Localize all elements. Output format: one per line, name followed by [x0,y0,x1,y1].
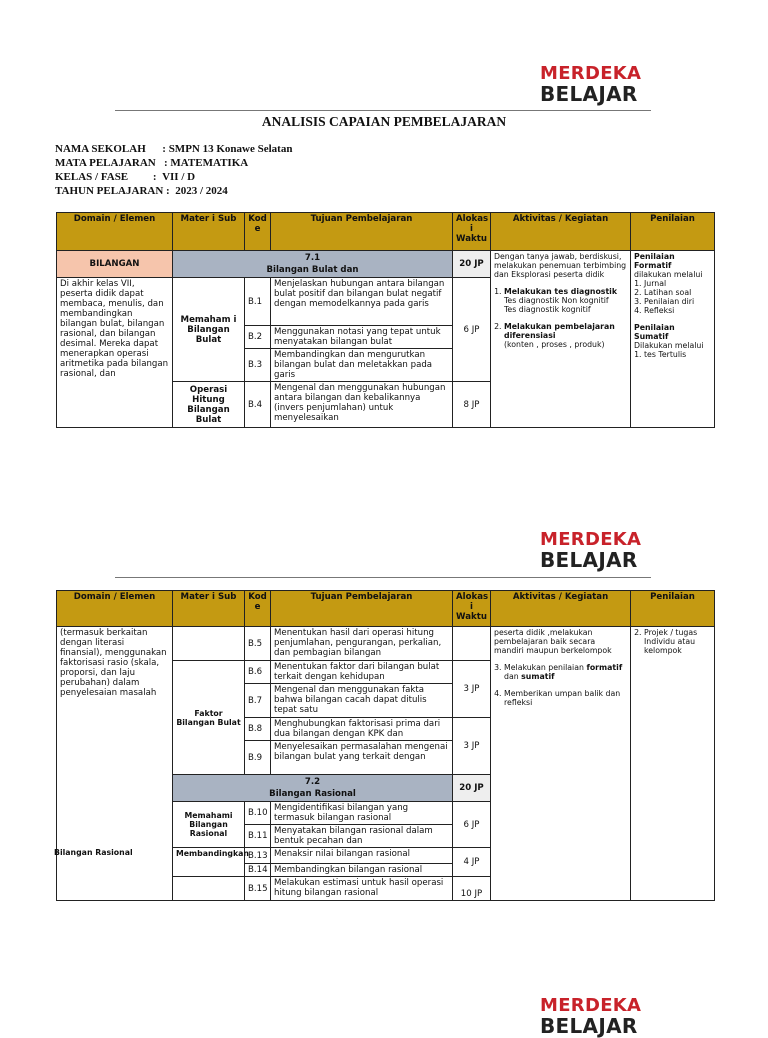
kode-b11: B.11 [245,825,271,848]
header-materi: Mater i Sub [173,213,245,251]
materi-operasi-hitung: Operasi Hitung Bilangan Bulat [173,382,245,428]
kode-b15: B.15 [245,877,271,901]
header-domain: Domain / Elemen [57,213,173,251]
tujuan-b8: Menghubungkan faktorisasi prima dari dua bilangan dengan KPK dan [271,718,453,741]
tujuan-b13: Menaksir nilai bilangan rasional [271,848,453,864]
tujuan-b3: Membandingkan dan mengurutkan bilangan bulat dan meletakkan pada garis [271,349,453,382]
tujuan-b9: Menyelesaikan permasalahan mengenai bilangan bulat yang terkait dengan [271,741,453,775]
materi-memahami-bilangan-bulat: Memaham i Bilangan Bulat [173,278,245,382]
tujuan-b14: Membandingkan bilangan rasional [271,864,453,877]
materi-memahami-bilangan-rasional: Memahami Bilangan Rasional [173,802,245,848]
tujuan-b11: Menyatakan bilangan rasional dalam bentuk pecahan dan [271,825,453,848]
logo-line2: BELAJAR [540,1014,638,1038]
domain-bottom-label: Bilangan Rasional [54,848,133,857]
tujuan-b7: Mengenal dan menggunakan fakta bahwa bilangan cacah dapat ditulis tepat satu [271,684,453,718]
domain-description: Di akhir kelas VII, peserta didik dapat membaca, menulis, dan membandingkan bilangan bulat, bilangan rasional, dan bilangan desimal. Mereka dapat menerapkan operasi aritmetika pada bilangan rasional, dan [57,278,173,428]
materi-faktor-bilangan-bulat: Faktor Bilangan Bulat [173,661,245,775]
meta-row-subject: MATA PELAJARAN : MATEMATIKA [55,157,249,169]
domain-description-2: (termasuk berkaitan dengan literasi finansial), menggunakan faktorisasi rasio (skala, proporsi, dan laju perubahan) dalam penyelesaian masalah Bilangan Rasional [57,627,173,901]
header-tujuan: Tujuan Pembelajaran [271,213,453,251]
jp-b1-b3: 6 JP [453,278,491,382]
merdeka-belajar-logo [540,64,640,104]
kode-b5: B.5 [245,627,271,661]
school-meta [55,142,292,198]
header-penilaian: Penilaian [631,213,715,251]
header-rule [115,110,651,111]
section-title-cell-2: 7.2 Bilangan Rasional [173,775,453,802]
penilaian-cell-2: 2. Projek / tugas Individu atau kelompok [631,627,715,901]
aktivitas-cell: Dengan tanya jawab, berdiskusi, melakukan penemuan terbimbing dan Eksplorasi peserta didik 1. Melakukan tes diagnostik Tes diagnostik Non kognitif Tes diagnostik kognitif 2. Melakukan pembelajaran diferensiasi (konten , proses , produk) [491,251,631,428]
jp-b10-b11: 6 JP [453,802,491,848]
kode-b6: B.6 [245,661,271,684]
jp-b13-b14: 4 JP [453,848,491,877]
kode-b3: B.3 [245,349,271,382]
merdeka-belajar-logo-3 [540,996,640,1036]
meta-row-year: TAHUN PELAJARAN : 2023 / 2024 [55,185,228,197]
penilaian-cell: Penilaian Formatif dilakukan melalui 1. Jurnal 2. Latihan soal 3. Penilaian diri 4. Refleksi Penilaian Sumatif Dilakukan melalui 1. tes Tertulis [631,251,715,428]
tujuan-b5: Menentukan hasil dari operasi hitung penjumlahan, pengurangan, perkalian, dan pembagian bilangan [271,627,453,661]
logo-line1: MERDEKA [540,63,642,84]
analysis-table-2 [56,590,715,901]
kode-b13: B.13 [245,848,271,864]
jp-b4: 8 JP [453,382,491,428]
header-aktivitas: Aktivitas / Kegiatan [491,213,631,251]
jp-b6-b7: 3 JP [453,661,491,718]
tujuan-b2: Menggunakan notasi yang tepat untuk menyatakan bilangan bulat [271,326,453,349]
kode-b8: B.8 [245,718,271,741]
header-rule-2 [115,577,651,578]
jp-b5-empty [453,627,491,661]
logo-line2: BELAJAR [540,82,638,106]
tujuan-b6: Menentukan faktor dari bilangan bulat terkait dengan kehidupan [271,661,453,684]
meta-row-class: KELAS / FASE : VII / D [55,171,196,183]
kode-b4: B.4 [245,382,271,428]
tujuan-b4: Mengenal dan menggunakan hubungan antara bilangan dan kebalikannya (invers penjumlahan) untuk menyelesaikan [271,382,453,428]
section-jp: 20 JP [453,251,491,278]
kode-b7: B.7 [245,684,271,718]
tujuan-b15: Melakukan estimasi untuk hasil operasi hitung bilangan rasional [271,877,453,901]
aktivitas-cell-2: peserta didik ,melakukan pembelajaran baik secara mandiri maupun berkelompok 3. Melakukan penilaian formatif dan sumatif 4. Memberikan umpan balik dan refleksi [491,627,631,901]
header-alokasi: Alokas i Waktu [453,591,491,627]
header-kode: Kod e [245,591,271,627]
header-penilaian: Penilaian [631,591,715,627]
meta-row-school: NAMA SEKOLAH : SMPN 13 Konawe Selatan [55,143,293,155]
domain-label: BILANGAN [57,251,173,278]
header-alokasi: Alokas i Waktu [453,213,491,251]
header-kode: Kod e [245,213,271,251]
header-aktivitas: Aktivitas / Kegiatan [491,591,631,627]
kode-b10: B.10 [245,802,271,825]
tujuan-b10: Mengidentifikasi bilangan yang termasuk bilangan rasional [271,802,453,825]
tujuan-b1: Menjelaskan hubungan antara bilangan bulat positif dan bilangan bulat negatif dengan memodelkannya pada garis [271,278,453,326]
logo-line2: BELAJAR [540,548,638,572]
analysis-table-1 [56,212,715,428]
materi-empty-2 [173,877,245,901]
materi-membandingkan: Membandingkan [173,848,245,877]
kode-b9: B.9 [245,741,271,775]
kode-b2: B.2 [245,326,271,349]
section-title-cell: 7.1 Bilangan Bulat dan [173,251,453,278]
logo-line1: MERDEKA [540,529,642,550]
kode-b1: B.1 [245,278,271,326]
header-tujuan: Tujuan Pembelajaran [271,591,453,627]
jp-b8-b9: 3 JP [453,718,491,775]
header-domain: Domain / Elemen [57,591,173,627]
section-jp-2: 20 JP [453,775,491,802]
materi-empty [173,627,245,661]
kode-b14: B.14 [245,864,271,877]
jp-b15: 10 JP [453,877,491,901]
logo-line1: MERDEKA [540,995,642,1016]
document-title: ANALISIS CAPAIAN PEMBELAJARAN [261,114,507,129]
header-materi: Mater i Sub [173,591,245,627]
merdeka-belajar-logo-2 [540,530,640,570]
